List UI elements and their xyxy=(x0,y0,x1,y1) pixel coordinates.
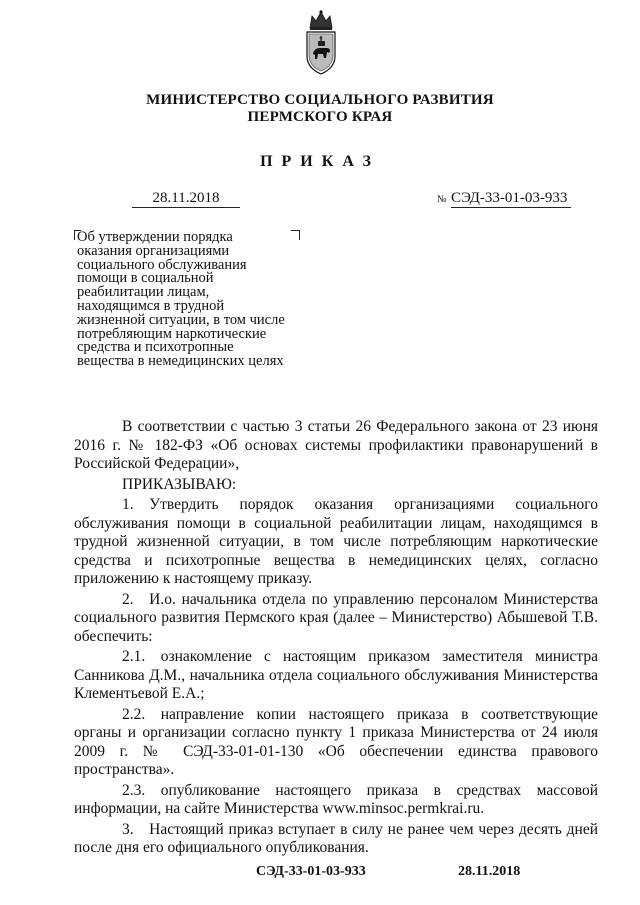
subject-line: находящимся в трудной xyxy=(77,297,225,314)
item-2-3: 2.3. опубликование настоящего приказа в средствах массовой информации, на сайте Министерства www.minsoc.permkrai.ru. xyxy=(74,781,598,817)
decree-word: ПРИКАЗЫВАЮ: xyxy=(122,475,237,493)
ministry-name-line1: МИНИСТЕРСТВО СОЦИАЛЬНОГО РАЗВИТИЯ xyxy=(146,92,494,108)
item-1: 1. Утвердить порядок оказания организациями социального обслуживания помощи в социальной реабилитации лицам, находящимся в трудной жизненной ситуации, в том числе потребляющим наркотические средства и психотропные вещества в немедицинских целях, согласно приложению к настоящему приказу. xyxy=(74,496,598,587)
subject-line: оказания организациями xyxy=(77,242,230,259)
footer-document-date: 28.11.2018 xyxy=(458,864,521,879)
footer-document-code: СЭД-33-01-03-933 xyxy=(256,864,366,879)
order-number: СЭД-33-01-03-933 xyxy=(451,189,571,208)
ministry-heading xyxy=(0,92,640,126)
subject-line: вещества в немедицинских целях xyxy=(77,353,284,370)
order-body xyxy=(74,418,598,860)
item-2: 2. И.о. начальника отдела по управлению персоналом Министерства социального развития Пермского края (далее – Министерство) Абышевой Т.В. обеспечить: xyxy=(74,590,598,645)
item-3: 3. Настоящий приказ вступает в силу не ранее чем через десять дней после дня его официального опубликования. xyxy=(74,820,598,856)
number-sign: № xyxy=(437,194,447,205)
item-2-2: 2.2. направление копии настоящего приказа в соответствующие органы и организации согласно пункту 1 приказа Министерства от 24 июля 2009 г. № СЭД-33-01-01-130 «Об обеспечении единства правового пространства». xyxy=(74,705,598,778)
subject-line: помощи в социальной xyxy=(77,270,214,287)
item-2-1: 2.1. ознакомление с настоящим приказом заместителя министра Санникова Д.М., начальника отдела социального обслуживания Министерства Клементьевой Е.А.; xyxy=(74,648,598,702)
order-subject xyxy=(77,231,309,369)
subject-line: социального обслуживания xyxy=(77,256,247,273)
subject-line: жизненной ситуации, в том числе xyxy=(77,311,285,328)
order-date: 28.11.2018 xyxy=(132,189,240,208)
order-title: ПРИКАЗ xyxy=(260,153,380,170)
subject-line: реабилитации лицам, xyxy=(77,284,210,301)
preamble-paragraph: В соответствии с частью 3 статьи 26 Федерального закона от 23 июня 2016 г. № 182-ФЗ «Об основах системы профилактики правонарушений в Российской Федерации», xyxy=(74,418,598,472)
ministry-name-line2: ПЕРМСКОГО КРАЯ xyxy=(247,109,393,125)
subject-line: потребляющим наркотические xyxy=(77,325,267,342)
coat-of-arms-icon xyxy=(302,8,340,76)
subject-line: средства и психотропные xyxy=(77,339,234,356)
subject-line: Об утверждении порядка xyxy=(77,229,233,245)
